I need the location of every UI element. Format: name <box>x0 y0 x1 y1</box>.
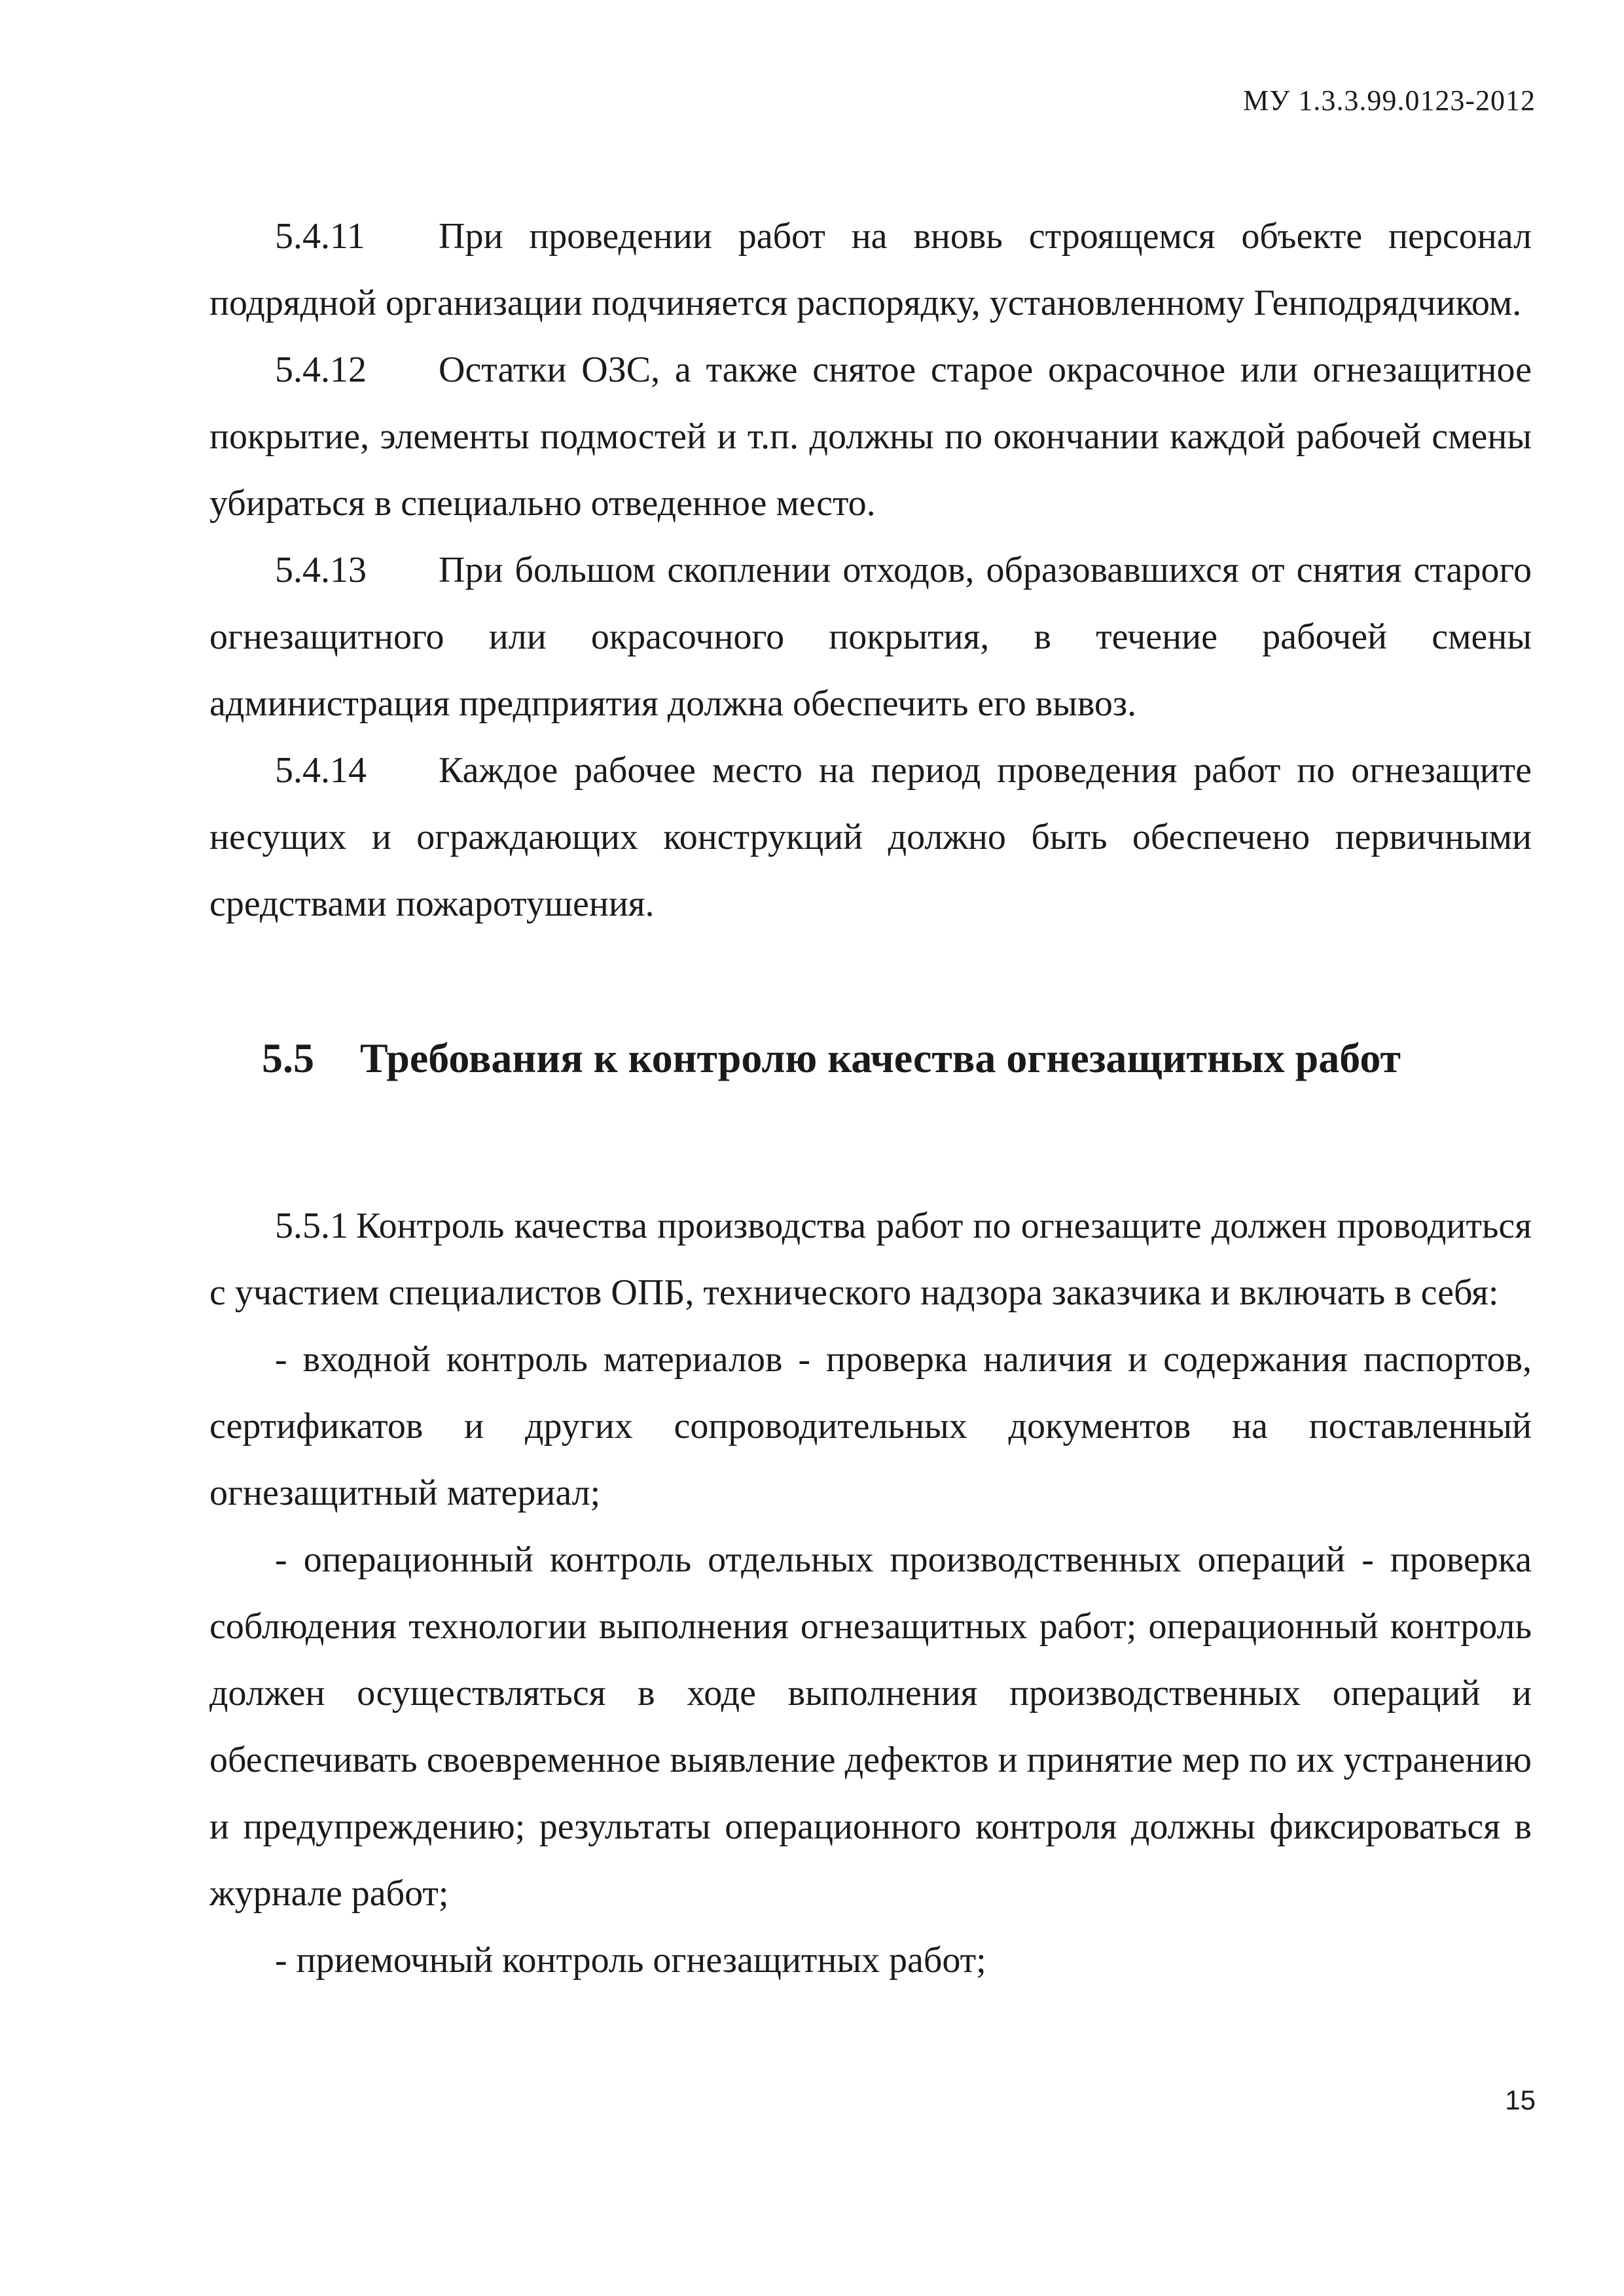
paragraph-text: Каждое рабочее место на период проведения работ по огнезащите несущих и ограждающих конструкций должно быть обеспечено первичными средствами пожаротушения. <box>209 750 1532 924</box>
section-title: Требования к контролю качества огнезащитных работ <box>360 1035 1401 1081</box>
paragraph-number: 5.4.13 <box>275 550 367 590</box>
section-heading <box>209 1022 1532 1094</box>
paragraph-text: Контроль качества производства работ по огнезащите должен проводиться с участием специалистов ОПБ, технического надзора заказчика и включать в себя: <box>209 1206 1532 1313</box>
list-item-acceptance-control: - приемочный контроль огнезащитных работ; <box>275 1940 986 1981</box>
document-code: МУ 1.3.3.99.0123-2012 <box>1243 84 1536 117</box>
paragraph-text: Остатки ОЗС, а также снятое старое окрасочное или огнезащитное покрытие, элементы подмостей и т.п. должны по окончании каждой рабочей смены убираться в специально отведенное место. <box>209 350 1532 524</box>
paragraph-text: При большом скоплении отходов, образовавшихся от снятия старого огнезащитного или окрасочного покрытия, в течение рабочей смены администрация предприятия должна обеспечить его вывоз. <box>209 550 1532 724</box>
paragraph-5-4-13 <box>209 537 1532 737</box>
paragraph-number: 5.5.1 <box>275 1206 348 1246</box>
paragraph-number: 5.4.14 <box>275 750 367 791</box>
list-item-operational-control: - операционный контроль отдельных производственных операций - проверка соблюдения технологии выполнения огнезащитных работ; операционный контроль должен осуществляться в ходе выполнения производственных операций и обеспечивать своевременное выявление дефектов и принятие мер по их устранению и предупреждению; результаты операционного контроля должны фиксироваться в журнале работ; <box>209 1539 1532 1914</box>
page-number: 15 <box>1505 2085 1536 2115</box>
page-content <box>209 203 1532 1994</box>
paragraph-5-5-1 <box>209 1193 1532 1326</box>
section-number: 5.5 <box>262 1035 314 1081</box>
paragraph-5-4-12 <box>209 336 1532 537</box>
paragraph-5-4-14 <box>209 737 1532 937</box>
paragraph-text: При проведении работ на вновь строящемся объекте персонал подрядной организации подчиняется распорядку, установленному Генподрядчиком. <box>209 216 1532 323</box>
paragraph-5-4-11 <box>209 203 1532 336</box>
list-item-incoming-control: - входной контроль материалов - проверка наличия и содержания паспортов, сертификатов и других сопроводительных документов на поставленный огнезащитный материал; <box>209 1339 1532 1513</box>
paragraph-number: 5.4.11 <box>275 216 365 257</box>
paragraph-number: 5.4.12 <box>275 350 367 390</box>
